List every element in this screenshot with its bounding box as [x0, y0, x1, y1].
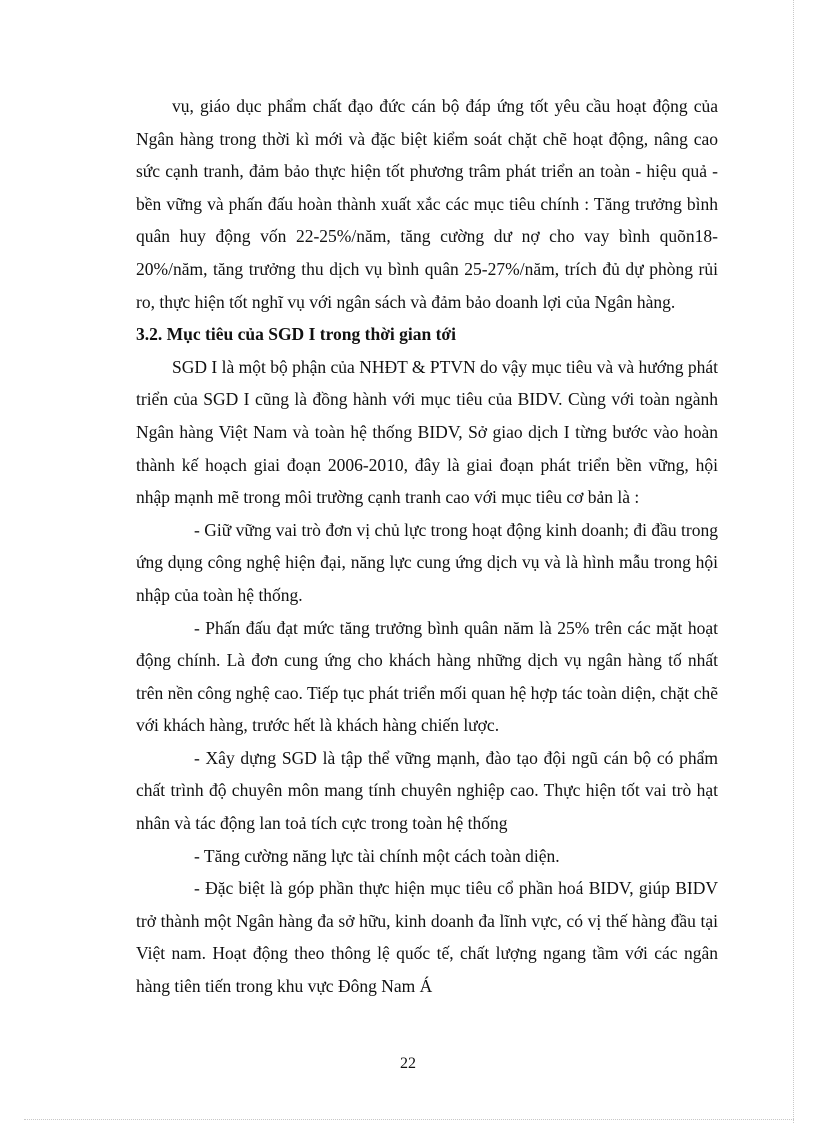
bullet-item: - Xây dựng SGD là tập thể vững mạnh, đào tạo đội ngũ cán bộ có phẩm chất trình độ chuyên môn mang tính chuyên nghiệp cao. Thực hiện tốt vai trò hạt nhân và tác động lan toả tích cực trong toàn hệ thống: [136, 747, 718, 834]
bullet-item: - Giữ vững vai trò đơn vị chủ lực trong hoạt động kinh doanh; đi đầu trong ứng dụng công nghệ hiện đại, năng lực cung ứng dịch vụ và là hình mẫu trong hội nhập của toàn hệ thống.: [136, 519, 718, 605]
page-border-bottom: [24, 1119, 794, 1120]
bullet-item: - Đặc biệt là góp phần thực hiện mục tiêu cổ phần hoá BIDV, giúp BIDV trở thành một Ngân hàng đa sở hữu, kinh doanh đa lĩnh vực, có vị thế hàng đầu tại Việt nam. Hoạt động theo thông lệ quốc tế, chất lượng ngang tầm với các ngân hàng tiên tiến trong khu vực Đông Nam Á: [136, 878, 718, 997]
document-body: [136, 90, 718, 1003]
page-border-right: [793, 0, 794, 1123]
page-number: 22: [400, 1055, 416, 1072]
paragraph-continuation: vụ, giáo dục phẩm chất đạo đức cán bộ đáp ứng tốt yêu cầu hoạt động của Ngân hàng trong thời kì mới và đặc biệt kiểm soát chặt chẽ hoạt động, nâng cao sức cạnh tranh, đảm bảo thực hiện tốt phương trâm phát triển an toàn - hiệu quả - bền vững và phấn đấu hoàn thành xuất xắc các mục tiêu chính : Tăng trưởng bình quân huy động vốn 22-25%/năm, tăng cường dư nợ cho vay bình quõn18-20%/năm, tăng trưởng thu dịch vụ bình quân 25-27%/năm, trích đủ dự phòng rủi ro, thực hiện tốt nghĩ vụ với ngân sách và đảm bảo doanh lợi của Ngân hàng.: [136, 96, 718, 312]
bullet-item: - Phấn đấu đạt mức tăng trưởng bình quân năm là 25% trên các mặt hoạt động chính. Là đơn cung ứng cho khách hàng những dịch vụ ngân hàng tố nhất trên nền công nghệ cao. Tiếp tục phát triển mối quan hệ hợp tác toàn diện, chặt chẽ với khách hàng, trước hết là khách hàng chiến lược.: [136, 617, 718, 736]
bullet-item: - Tăng cường năng lực tài chính một cách toàn diện.: [194, 845, 560, 866]
section-heading: 3.2. Mục tiêu của SGD I trong thời gian tới: [136, 324, 456, 345]
paragraph-intro: SGD I là một bộ phận của NHĐT & PTVN do vậy mục tiêu và và hướng phát triển của SGD I cũng là đồng hành với mục tiêu của BIDV. Cùng với toàn ngành Ngân hàng Việt Nam và toàn hệ thống BIDV, Sở giao dịch I từng bước vào hoàn thành kế hoạch giai đoạn 2006-2010, đây là giai đoạn phát triển bền vững, hội nhập mạnh mẽ trong môi trường cạnh tranh cao với mục tiêu cơ bản là :: [136, 356, 718, 508]
